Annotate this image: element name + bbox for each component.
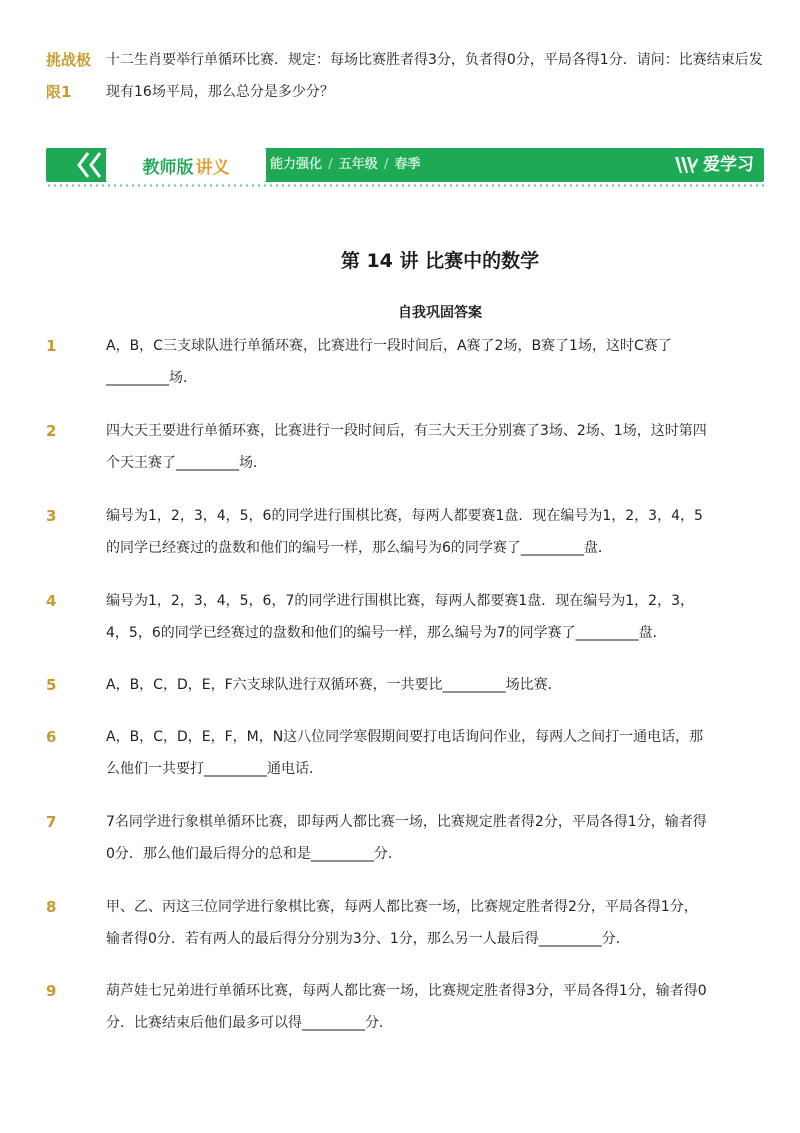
section-title: 自我巩固答案 — [398, 305, 482, 321]
problem-text: 7名同学进行象棋单循环比赛，即每两人都比赛一场，比赛规定胜者得2分，平局各得1分，输者得 0分．那么他们最后得分的总和是_________分． — [106, 814, 707, 862]
banner-subtitle — [270, 148, 421, 182]
problem-text: 四大天王要进行单循环赛，比赛进行一段时间后，有三大天王分别赛了3场、2场、1场，这时第四 个天王赛了_________场． — [106, 423, 707, 471]
ixuexi-logo — [673, 148, 754, 182]
problem-number: 1 — [46, 337, 57, 355]
logo-text: 爱学习 — [703, 155, 754, 175]
problem-text: 甲、乙、丙这三位同学进行象棋比赛，每两人都比赛一场，比赛规定胜者得2分，平局各得1分， 输者得0分．若有两人的最后得分分别为3分、1分，那么另一人最后得_________分． — [106, 899, 698, 947]
problem-text: A，B，C，D，E，F，M，N这八位同学寒假期间要打电话询问作业，每两人之间打一通电话，那 么他们一共要打_________通电话． — [106, 729, 704, 777]
problem-text: 葫芦娃七兄弟进行单循环比赛，每两人都比赛一场，比赛规定胜者得3分，平局各得1分，输者得0 分．比赛结束后他们最多可以得_________分． — [106, 983, 707, 1031]
problem-number: 9 — [46, 982, 57, 1000]
teacher-lecture-banner — [46, 148, 764, 182]
banner-sub-grade: 五年级 — [338, 157, 378, 172]
chevron-left-icon — [88, 151, 102, 179]
banner-dotted-divider — [46, 184, 764, 187]
banner-sub-season: 春季 — [394, 157, 421, 172]
problem-text: A，B，C三支球队进行单循环赛，比赛进行一段时间后，A赛了2场，B赛了1场，这时C赛了 _________场． — [106, 338, 672, 386]
banner-sub-ability: 能力强化 — [270, 157, 323, 172]
problem-text: 编号为1，2，3，4，5，6的同学进行围棋比赛，每两人都要赛1盘．现在编号为1，2，3，4，5 的同学已经赛过的盘数和他们的编号一样，那么编号为6的同学赛了_________盘． — [106, 508, 703, 556]
problem-number: 2 — [46, 422, 57, 440]
banner-title-main: 教师版 — [142, 157, 194, 178]
challenge-label-line2: 限1 — [46, 83, 72, 101]
problem-number: 5 — [46, 676, 57, 694]
challenge-text: 十二生肖要举行单循环比赛．规定：每场比赛胜者得3分，负者得0分，平局各得1分．请问：比赛结束后发现有16场平局，那么总分是多少分？ — [106, 52, 763, 100]
problem-number: 4 — [46, 592, 57, 610]
problem-number: 8 — [46, 898, 57, 916]
challenge-label-line1: 挑战极 — [46, 51, 92, 69]
problem-text: A，B，C，D，E，F六支球队进行双循环赛，一共要比_________场比赛． — [106, 677, 562, 693]
challenge-label — [46, 44, 102, 108]
banner-separator: / — [328, 157, 333, 172]
lecture-title: 第 14 讲 比赛中的数学 — [340, 250, 540, 272]
banner-separator: / — [383, 157, 389, 172]
banner-title-accent: 讲义 — [195, 157, 230, 178]
chevron-right-icon — [244, 151, 258, 179]
problem-number: 7 — [46, 813, 57, 831]
problem-text: 编号为1，2，3，4，5，6，7的同学进行围棋比赛，每两人都要赛1盘．现在编号为1，2，3， 4，5，6的同学已经赛过的盘数和他们的编号一样，那么编号为7的同学赛了_________盘． — [106, 593, 694, 641]
problem-number: 3 — [46, 507, 57, 525]
problem-number: 6 — [46, 728, 57, 746]
logo-mark-icon — [673, 154, 699, 176]
